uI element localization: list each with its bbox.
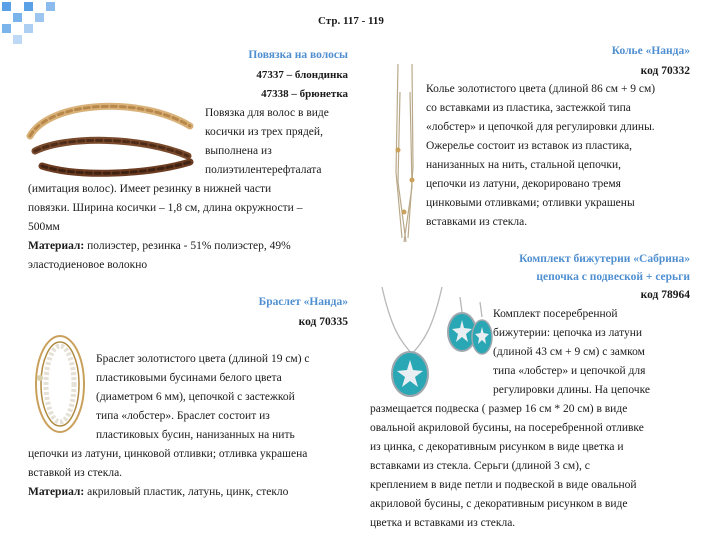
set-desc-8: из цинка, с декоративным рисунком в виде цветка и <box>370 441 624 453</box>
bracelet-desc-3: (диаметром 6 мм), цепочкой с застежкой <box>96 391 295 403</box>
set-desc-5: регулировки длины. На цепочке <box>493 384 650 396</box>
headband-image <box>20 96 200 180</box>
headband-material-text: полиэстер, резинка - 51% полиэстер, 49% <box>84 240 291 252</box>
headband-desc-5: (имитация волос). Имеет резинку в нижней части <box>28 183 272 195</box>
headband-code-1: 47337 – блондинка <box>256 69 348 81</box>
set-desc-10: креплением в виде петли и подвеской в виде овальной <box>370 479 637 491</box>
necklace-image <box>388 62 424 244</box>
set-desc-2: бижутерии: цепочка из латуни <box>493 327 643 339</box>
decorative-squares-icon <box>0 0 60 45</box>
necklace-desc-2: со вставками из пластика, застежкой типа <box>426 102 631 114</box>
bracelet-desc-1: Браслет золотистого цвета (длиной 19 см) с <box>96 353 310 365</box>
necklace-desc-3: «лобстер» и цепочкой для регулировки длины. <box>426 121 655 133</box>
set-desc-1: Комплект посеребренной <box>493 308 618 320</box>
necklace-desc-4: Ожерелье состоит из вставок из пластика, <box>426 140 633 152</box>
headband-material-2: эластодиеновое волокно <box>28 259 148 271</box>
bracelet-desc-4: типа «лобстер». Браслет состоит из <box>96 410 270 422</box>
bracelet-material <box>28 483 288 502</box>
set-desc-6: размещается подвеска ( размер 16 см * 20 см) в виде <box>370 403 628 415</box>
headband-material-label: Материал: <box>28 240 85 252</box>
headband-desc-7: 500мм <box>28 221 60 233</box>
necklace-desc-1: Колье золотистого цвета (длиной 86 см + 9 см) <box>426 83 656 95</box>
set-desc-3: (длиной 43 см + 9 см) с замком <box>493 346 645 358</box>
bracelet-desc-2: пластиковыми бусинами белого цвета <box>96 372 282 384</box>
bracelet-image <box>28 328 92 440</box>
jewelry-set-image <box>372 282 494 402</box>
headband-desc-6: повязки. Ширина косички – 1,8 см, длина окружности – <box>28 202 303 214</box>
bracelet-title: Браслет «Нанда» <box>258 296 348 308</box>
set-title-2: цепочка с подвеской + серьги <box>536 271 690 283</box>
necklace-desc-6: цепочки из латуни, декорировано тремя <box>426 178 621 190</box>
page-header: Стр. 117 - 119 <box>318 15 384 27</box>
bracelet-material-text: акриловый пластик, латунь, цинк, стекло <box>84 486 289 498</box>
headband-desc-4: полиэтилентерефталата <box>205 164 322 176</box>
set-desc-12: цветка и вставками из стекла. <box>370 517 516 529</box>
set-code: код 78964 <box>640 289 690 301</box>
bracelet-code: код 70335 <box>298 316 348 328</box>
necklace-desc-8: вставками из стекла. <box>426 216 528 228</box>
set-desc-4: типа «лобстер» и цепочкой для <box>493 365 646 377</box>
necklace-code: код 70332 <box>640 65 690 77</box>
headband-code-2: 47338 – брюнетка <box>261 88 348 100</box>
necklace-desc-5: нанизанных на нить, стальной цепочки, <box>426 159 621 171</box>
set-title-1: Комплект бижутерии «Сабрина» <box>519 253 690 265</box>
headband-title: Повязка на волосы <box>248 49 348 61</box>
necklace-title: Колье «Нанда» <box>611 45 690 57</box>
bracelet-desc-5: пластиковых бусин, нанизанных на нить <box>96 429 295 441</box>
headband-desc-2: косички из трех прядей, <box>205 126 323 138</box>
bracelet-material-label: Материал: <box>28 486 85 498</box>
set-desc-9: вставками из стекла. Серьги (длиной 3 см), с <box>370 460 590 472</box>
bracelet-desc-7: вставкой из стекла. <box>28 467 123 479</box>
headband-desc-1: Повязка для волос в виде <box>205 107 329 119</box>
set-desc-7: овальной акриловой бусины, на посеребренной отливке <box>370 422 644 434</box>
set-desc-11: акриловой бусины, с декоративным рисунком в виде <box>370 498 628 510</box>
necklace-desc-7: цинковыми отливками; отливки украшены <box>426 197 635 209</box>
bracelet-desc-6: цепочки из латуни, цинковой отливки; отливка украшена <box>28 448 308 460</box>
headband-desc-3: выполнена из <box>205 145 272 157</box>
headband-material <box>28 237 291 256</box>
